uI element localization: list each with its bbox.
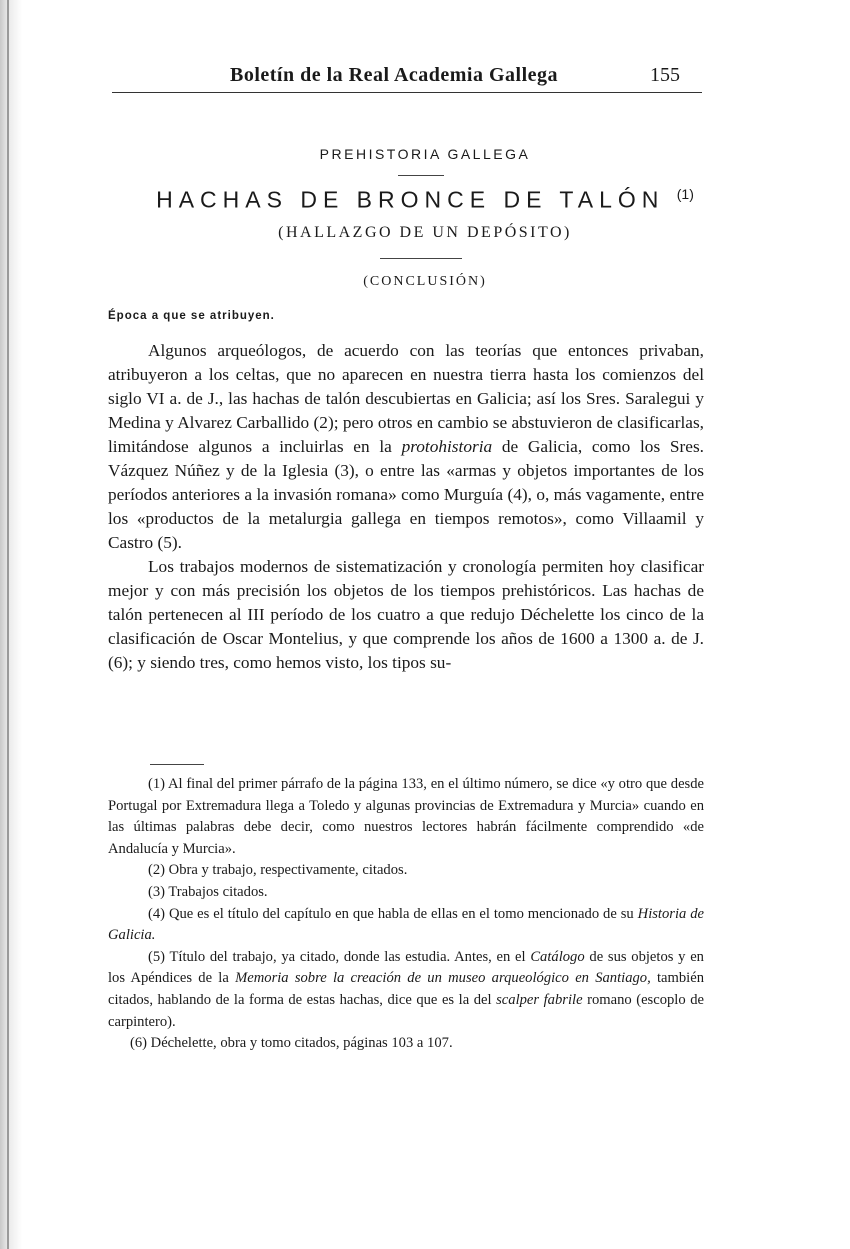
footnote-1: (1) Al final del primer párrafo de la página 133, en el último número, se dice «y otro que desde Portugal por Extremadura llega a Toledo y algunas provincias de Extremadura y Murcia» cuando en las últimas palabras debe decir, como nuestros lectores habrán fácilmente comprendido «de Andalucía y Murcia». [108,776,704,857]
emphasis-protohistoria: protohistoria [401,437,493,456]
section-divider [398,175,444,176]
footnote-2: (2) Obra y trabajo, respectivamente, citados. [148,862,408,879]
footnote-6: (6) Déchelette, obra y tomo citados, páginas 103 a 107. [130,1035,453,1052]
article-subtitle: (HALLAZGO DE UN DEPÓSITO) [278,224,572,241]
article-title [0,186,850,214]
subtitle-divider [380,258,462,259]
title-footnote-ref: (1) [676,186,694,202]
body-paragraph-1: Algunos arqueólogos, de acuerdo con las teorías que entonces privaban, atribuyeron a los celtas, que no aparecen en nuestra tierra hasta los comienzos del siglo VI a. de J., las hachas de talón descubiertas en Galicia; así los Sres. Saralegui y Medina y Alvarez Carballido (2); pero otros en cambio se abstuvieron de clasificarlas, limitándose algunos a incluirlas en la protohistoria de Galicia, como los Sres. Vázquez Núñez y de la Iglesia (3), o entre las «armas y objetos importantes de los períodos anteriores a la invasión romana» como Murguía (4), o, más vagamente, entre los «productos de la metalurgia gallega en tiempos remotos», como Villaamil y Castro (5). [108,341,704,552]
side-heading: Época a que se atribuyen. [108,310,275,322]
article-title-text: HACHAS DE BRONCE DE TALÓN [156,186,665,213]
section-label: PREHISTORIA GALLEGA [319,146,531,162]
footnote-4: (4) Que es el título del capítulo en que habla de ellas en el tomo mencionado de su Historia de Galicia. [108,905,705,944]
footnote-5: (5) Título del trabajo, ya citado, donde las estudia. Antes, en el Catálogo de sus objetos y en los Apéndices de la Memoria sobre la creación de un museo arqueológico en Santiago, también citados, hablando de la forma de estas hachas, dice que es la del scalper fabrile romano (escoplo de carpintero). [108,948,705,1030]
running-title: Boletín de la Real Academia Gallega [230,64,559,86]
page-number: 155 [650,64,680,86]
conclusion-label: (CONCLUSIÓN) [363,274,487,289]
footnote-3: (3) Trabajos citados. [148,883,268,900]
body-paragraph-2: Los trabajos modernos de sistematización y cronología permiten hoy clasificar mejor y con más precisión los objetos de los tiempos prehistóricos. Las hachas de talón pertenecen al III período de los cuatro a que redujo Déchelette los cinco de la clasificación de Oscar Montelius, y que comprende los años de 1600 a 1300 a. de J. (6); y siendo tres, como hemos visto, los tipos su- [108,557,704,672]
footnotes [108,774,704,1055]
body-text [108,339,704,675]
footnote-divider [150,764,204,765]
page-header [112,62,702,93]
